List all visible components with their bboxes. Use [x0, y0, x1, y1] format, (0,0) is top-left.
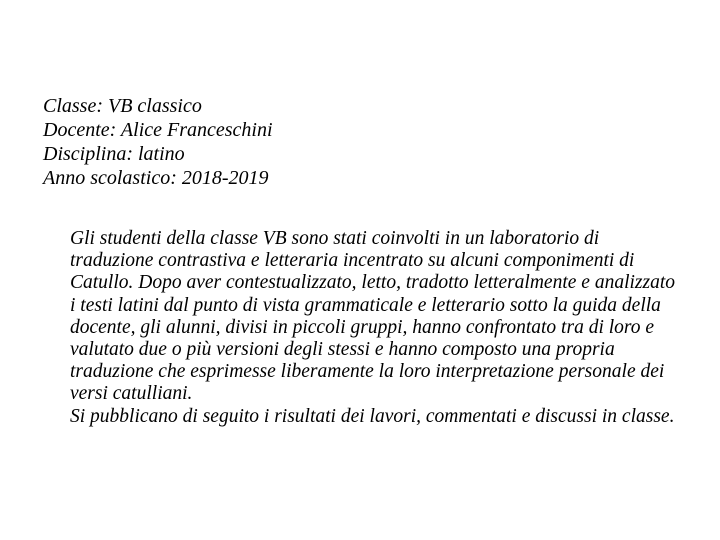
school-year-line: Anno scolastico: 2018-2019: [43, 167, 269, 189]
subject-line: Disciplina: latino: [43, 143, 185, 165]
class-line: Classe: VB classico: [43, 95, 202, 117]
document-header: [43, 94, 663, 190]
document-body: [70, 228, 680, 428]
teacher-line: Docente: Alice Franceschini: [43, 119, 273, 141]
description-paragraph: Gli studenti della classe VB sono stati coinvolti in un laboratorio di traduzione contrastiva e letteraria incentrato su alcuni componimenti di Catullo. Dopo aver contestualizzato, letto, tradotto letteralmente e analizzato i testi latini dal punto di vista grammaticale e letterario sotto la guida della docente, gli alunni, divisi in piccoli gruppi, hanno confrontato tra di loro e valutato due o più versioni degli stessi e hanno composto una propria traduzione che esprimesse liberamente la loro interpretazione personale dei versi catulliani.: [70, 228, 675, 405]
publication-note-paragraph: Si pubblicano di seguito i risultati dei lavori, commentati e discussi in classe.: [70, 405, 675, 427]
